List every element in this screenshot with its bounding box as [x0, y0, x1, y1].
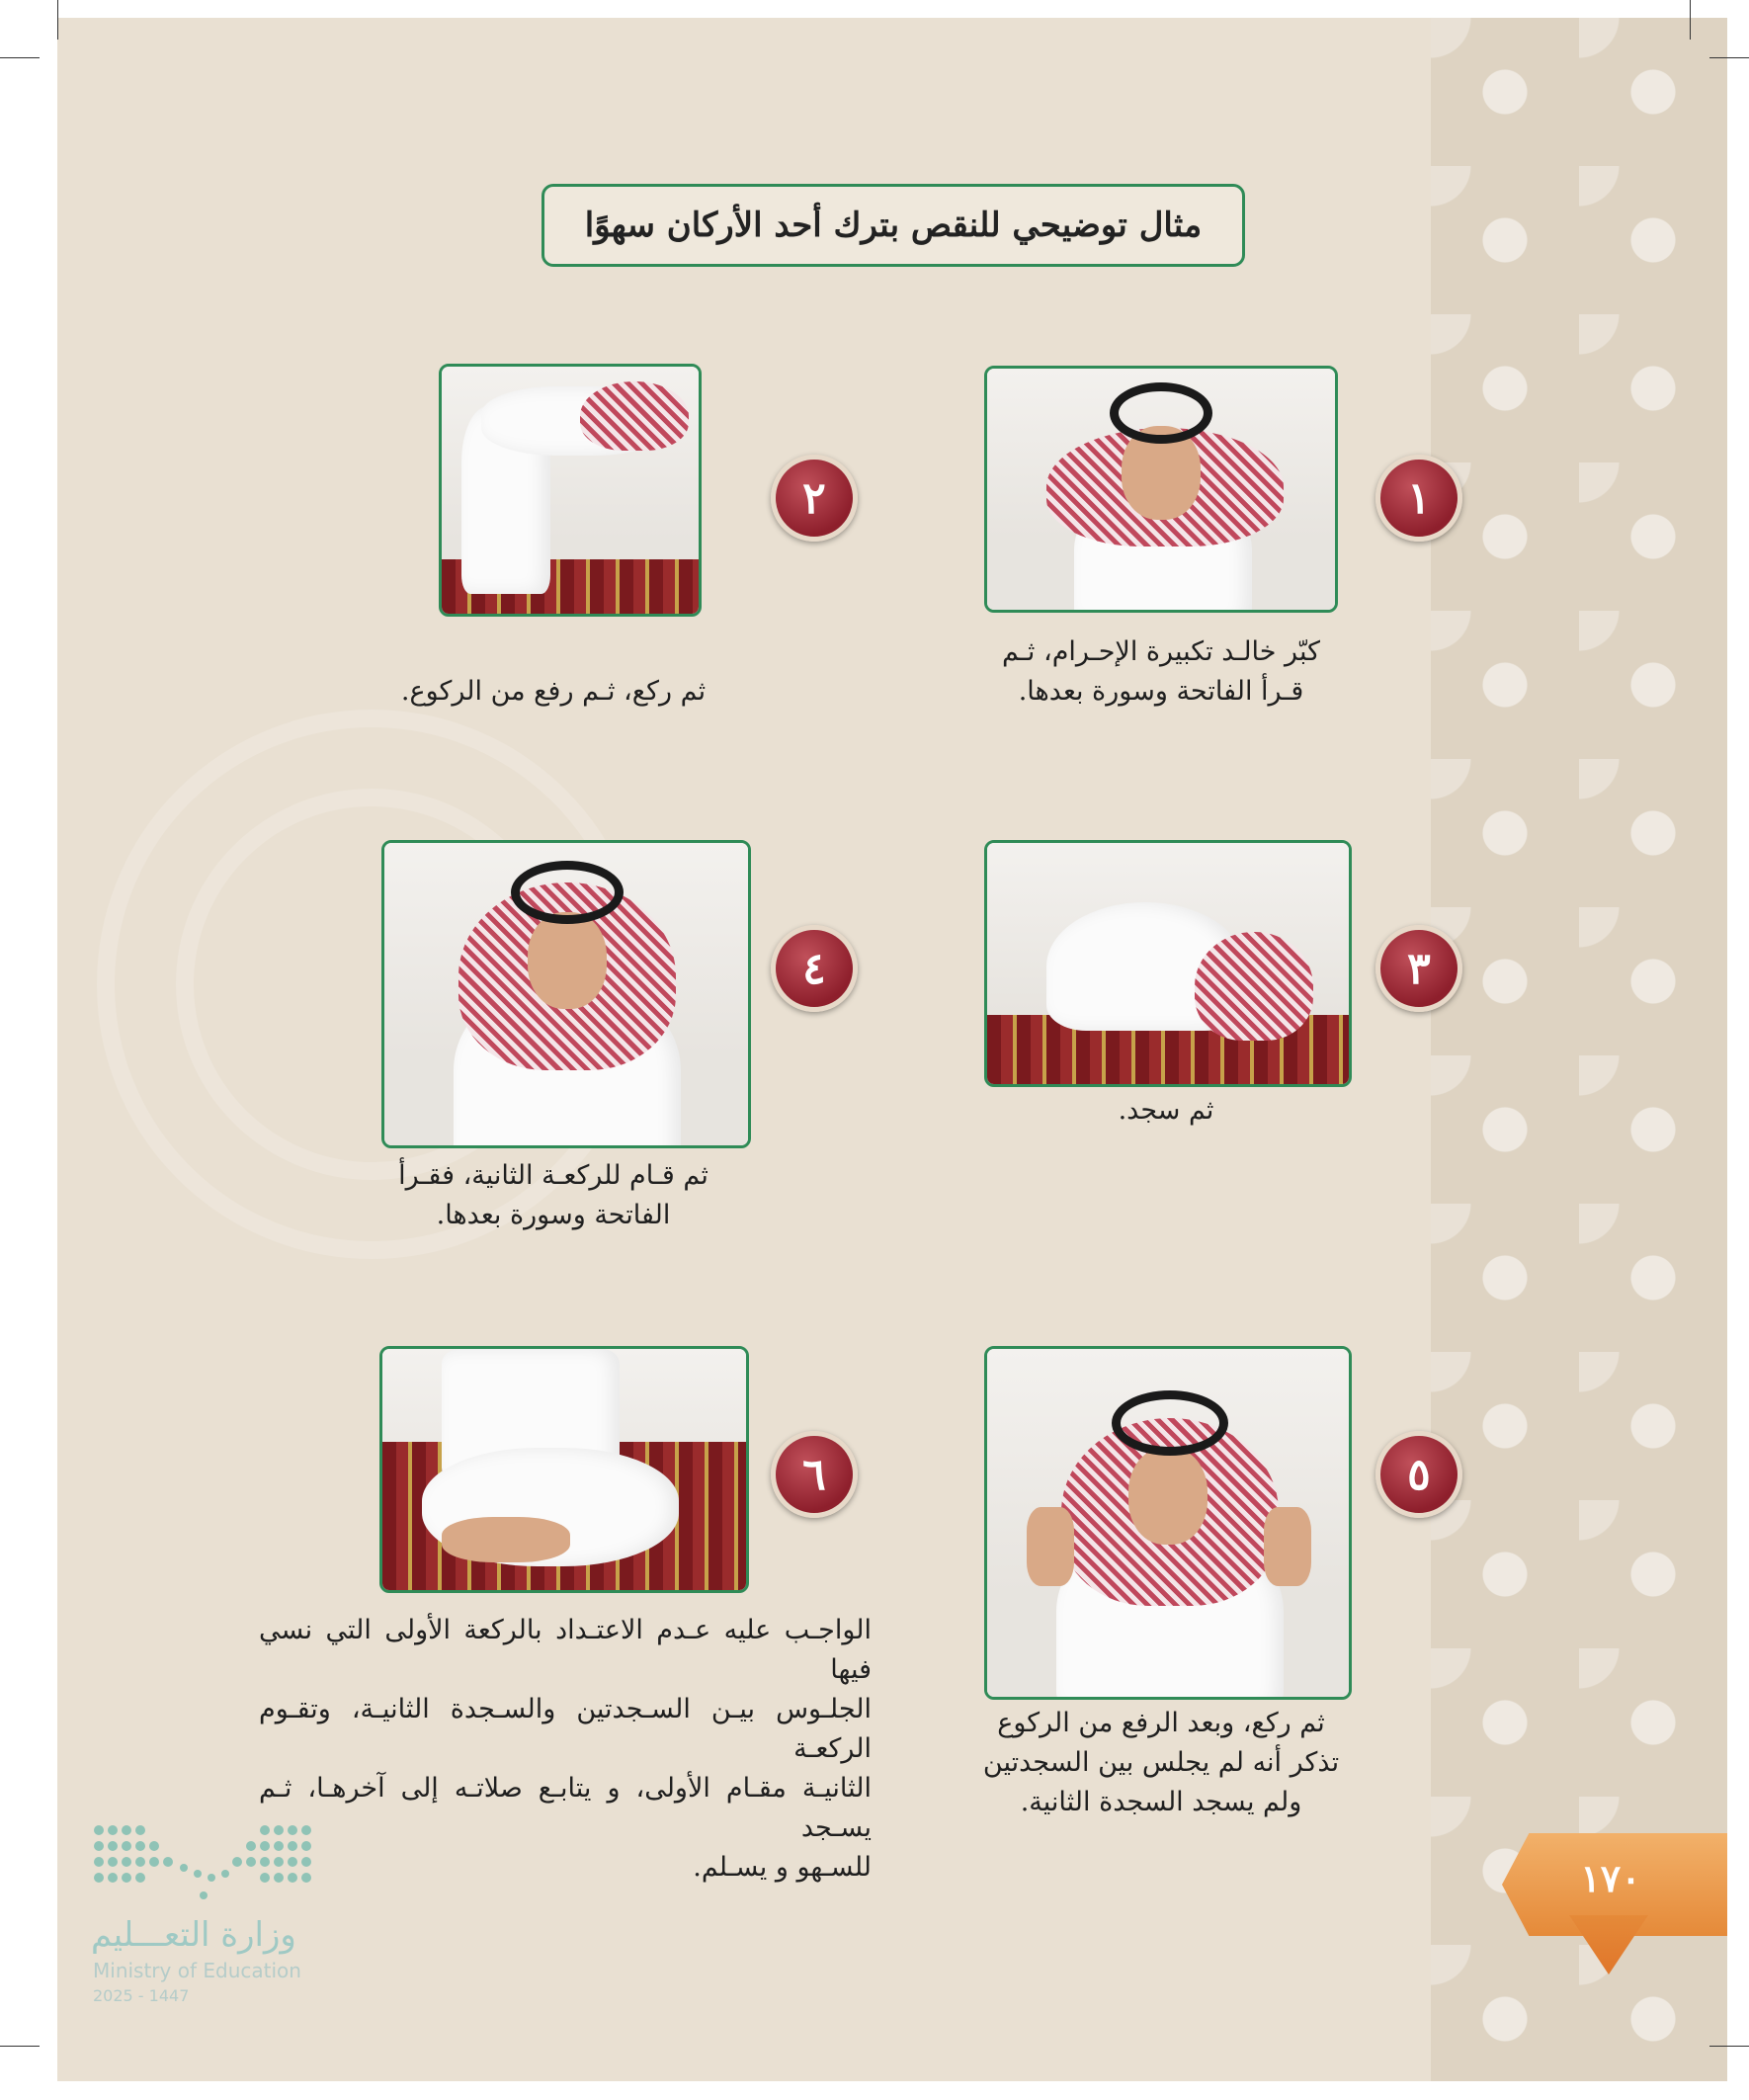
step-caption: ثم سجد. — [1118, 1095, 1214, 1126]
ministry-name-arabic: وزارة التعـــليم — [91, 1915, 296, 1955]
step-number-badge: ٥ — [1375, 1431, 1462, 1518]
ministry-name-english: Ministry of Education — [93, 1959, 301, 1982]
step-number-badge: ٣ — [1375, 925, 1462, 1012]
photo-takbir — [984, 366, 1338, 613]
page-title: مثال توضيحي للنقص بترك أحد الأركان سهوًا — [541, 184, 1245, 267]
crop-mark — [57, 0, 58, 40]
step-number-badge: ٦ — [771, 1431, 858, 1518]
photo-ruku — [439, 364, 702, 617]
crop-mark — [0, 57, 40, 58]
ministry-year: 2025 - 1447 — [93, 1986, 190, 2005]
photo-qiyam — [381, 840, 751, 1148]
step-number-badge: ٢ — [771, 455, 858, 542]
crop-mark — [1709, 2046, 1749, 2047]
step-number-badge: ١ — [1375, 455, 1462, 542]
step-caption: ثم ركع، وبعد الرفع من الركوع تذكر أنه لم يجلس بين السجدتين ولم يسجد السجدة الثانية. — [982, 1708, 1340, 1817]
crop-mark — [1690, 0, 1691, 40]
step-caption: ثم ركع، ثـم رفع من الركوع. — [400, 676, 707, 707]
crop-mark — [0, 2046, 40, 2047]
photo-sitting — [379, 1346, 749, 1593]
ornament-border — [1431, 18, 1727, 2081]
ministry-logo-icon — [89, 1818, 316, 1907]
crop-mark — [1709, 57, 1749, 58]
photo-raising-hands — [984, 1346, 1352, 1700]
step-caption: ثم قـام للركعـة الثانية، فقـرأ الفاتحة وسورة بعدها. — [398, 1160, 708, 1230]
step-caption: الواجـب عليه عـدم الاعتـداد بالركعة الأولى التي نسي فيها الجلـوس بيـن السـجدتين والسـجدة الثانيـة، وتقـوم الركعـة الثانيـة مقـام الأولى، و يتابـع صلاتـه إلى آخرهـا، ثـم يسـجد للسـهو و يسـلم. — [259, 1615, 872, 1883]
photo-sujud — [984, 840, 1352, 1087]
page-number: ١٧٠ — [1580, 1856, 1641, 1900]
step-caption: كبّر خالـد تكبيرة الإحـرام، ثـم قـرأ الفاتحة وسورة بعدها. — [1002, 636, 1320, 707]
step-number-badge: ٤ — [771, 925, 858, 1012]
